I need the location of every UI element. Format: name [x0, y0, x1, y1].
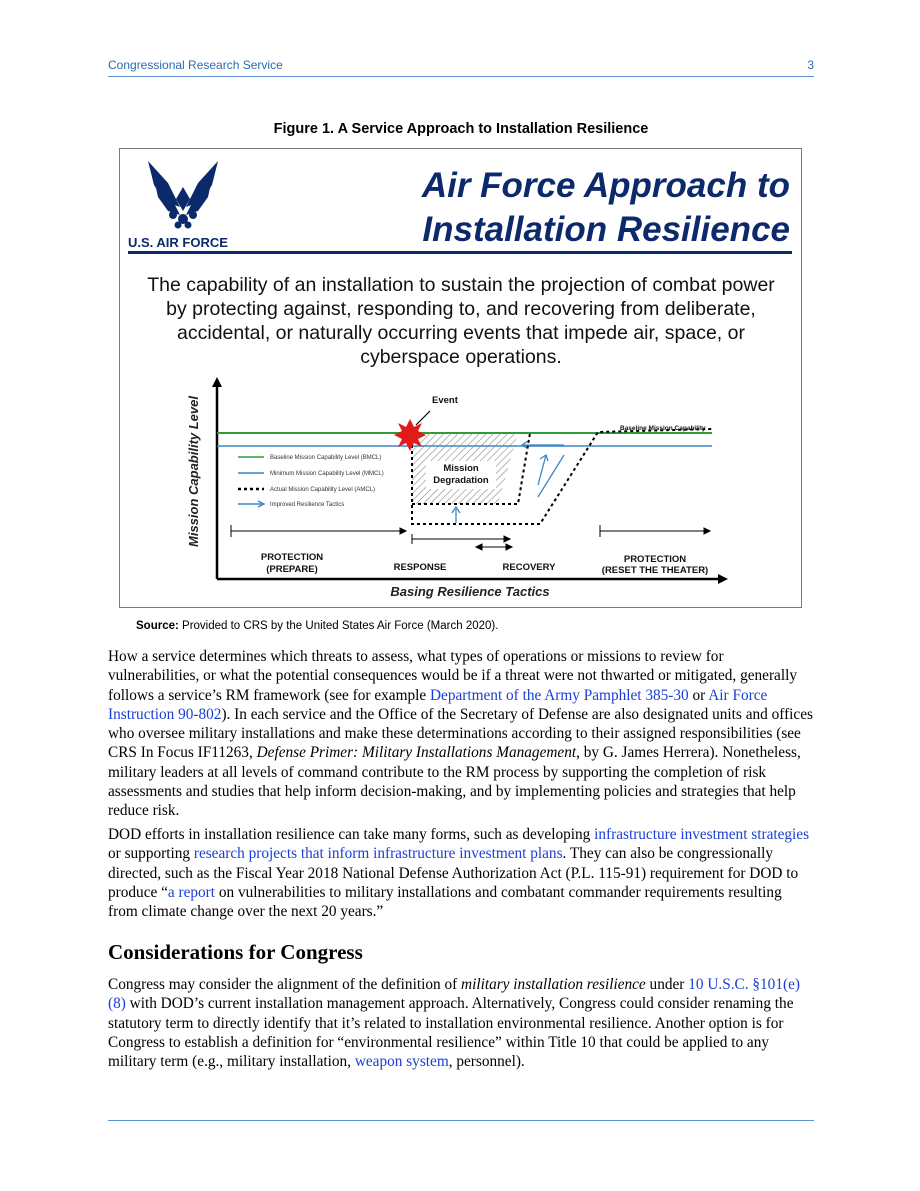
- title-rule: [128, 251, 792, 254]
- para1-text-1: How a service determines which threats to assess, what types of operations or missions to review for vulnerabilities, or what the potential consequences would be if a threat were not thwarted or mitigated, generally follows a service’s RM framework (see for example: [108, 648, 797, 704]
- baseline-mission-label: Baseline Mission Capability: [620, 425, 706, 432]
- para3-italic-term: military installation resilience: [461, 976, 646, 993]
- figure-graphic: [120, 149, 802, 608]
- legend-label-mmcl: Minimum Mission Capability Level (MMCL): [270, 471, 384, 477]
- paragraph-2: [108, 825, 814, 921]
- event-burst-icon: [394, 419, 426, 451]
- figure-caption: Figure 1. A Service Approach to Installation Resilience: [273, 121, 649, 137]
- x-axis-label: Basing Resilience Tactics: [390, 584, 550, 599]
- phase-recovery: RECOVERY: [502, 562, 556, 573]
- header-org: Congressional Research Service: [108, 58, 283, 72]
- para3-text-1: Congress may consider the alignment of the definition of: [108, 976, 462, 993]
- para3-text-3: with DOD’s current installation management approach. Alternatively, Congress could consider renaming the statutory term to directly identify that it’s related to installation environmental resilience. Another option is for Congress to establish a definition for “environmental resilience” within Title 10 that could be applied to any military term (e.g., military installation,: [108, 995, 794, 1071]
- y-axis-label: Mission Capability Level: [186, 396, 201, 547]
- header-rule: [108, 76, 814, 77]
- event-label: Event: [432, 395, 458, 406]
- link-afi-90-802[interactable]: Air Force Instruction 90-802: [108, 686, 768, 723]
- link-weapon-system[interactable]: weapon system: [354, 1053, 449, 1071]
- para3-text-4: , personnel).: [448, 1053, 525, 1071]
- para1-text-2: or: [688, 686, 709, 704]
- link-10-usc-101[interactable]: 10 U.S.C. §101(e)(8): [108, 976, 800, 1013]
- paragraph-1: [108, 647, 814, 821]
- page-header: [108, 58, 814, 76]
- para1-italic-title: Defense Primer: Military Installations Management: [256, 744, 577, 762]
- phase-protection-prepare-1: PROTECTION: [260, 552, 324, 563]
- figure-title-line2: Installation Resilience: [422, 210, 790, 249]
- section-heading: Considerations for Congress: [108, 940, 363, 964]
- legend-label-bmcl: Baseline Mission Capability Level (BMCL): [270, 455, 382, 461]
- link-infrastructure-strategies[interactable]: infrastructure investment strategies: [594, 826, 810, 843]
- figure-source: [136, 620, 498, 632]
- page-number: 3: [807, 58, 814, 72]
- source-label: Source:: [136, 620, 179, 632]
- phase-arrows: [231, 525, 710, 550]
- definition-line-3: accidental, or naturally occurring events that impede air, space, or: [177, 322, 745, 344]
- para2-text-4: on vulnerabilities to military installations and combatant commander requirements resulting from climate change over the next 20 years.”: [108, 883, 782, 921]
- source-text: Provided to CRS by the United States Air Force (March 2020).: [182, 620, 499, 632]
- link-army-pamphlet[interactable]: Department of the Army Pamphlet 385-30: [429, 686, 689, 704]
- degradation-label-1: Mission: [443, 463, 479, 474]
- paragraph-3: [108, 975, 814, 1071]
- para2-text-3: . They can also be congressionally directed, such as the Fiscal Year 2018 National Defense Authorization Act (P.L. 115-91) requirement for DOD to produce “: [108, 845, 799, 901]
- logo-text: U.S. AIR FORCE: [128, 235, 228, 250]
- footer-rule: [108, 1120, 814, 1121]
- figure-frame: [119, 148, 802, 608]
- para2-text-2: or supporting: [108, 845, 194, 863]
- phase-protection-reset-2: (RESET THE THEATER): [601, 565, 709, 576]
- phase-protection-reset-1: PROTECTION: [623, 554, 687, 565]
- phase-protection-prepare-2: (PREPARE): [266, 564, 318, 575]
- degradation-label-2: Degradation: [433, 475, 489, 486]
- air-force-logo-icon: [148, 161, 218, 229]
- definition-line-4: cyberspace operations.: [360, 346, 562, 368]
- link-research-projects[interactable]: research projects that inform infrastructure investment plans: [193, 845, 563, 863]
- legend-label-irt: Improved Resilience Tactics: [270, 502, 345, 508]
- figure-title-line1: Air Force Approach to: [421, 166, 790, 205]
- definition-line-1: The capability of an installation to sustain the projection of combat power: [147, 274, 775, 296]
- chart-legend: [238, 455, 384, 508]
- event-pointer: [416, 411, 430, 425]
- para1-text-3: ). In each service and the Office of the Secretary of Defense are also designated units and offices who oversee military installations and make these determinations according to their assigned responsibilities (see CRS In Focus IF11263,: [108, 705, 813, 762]
- para2-text-1: DOD efforts in installation resilience can take many forms, such as developing: [108, 826, 595, 843]
- legend-label-amcl: Actual Mission Capability Level (AMCL): [270, 487, 376, 493]
- para1-text-4: , by G. James Herrera). Nonetheless, military leaders at all levels of command contribute to the RM process by supporting the completion of risk assessments and studies that help inform decision-making, and by implementing policies and strategies that help reduce risk.: [108, 744, 801, 820]
- definition-line-2: by protecting against, responding to, and recovering from deliberate,: [166, 298, 756, 320]
- para3-text-2: under: [645, 976, 689, 993]
- link-a-report[interactable]: a report: [167, 883, 216, 901]
- phase-response: RESPONSE: [393, 562, 447, 573]
